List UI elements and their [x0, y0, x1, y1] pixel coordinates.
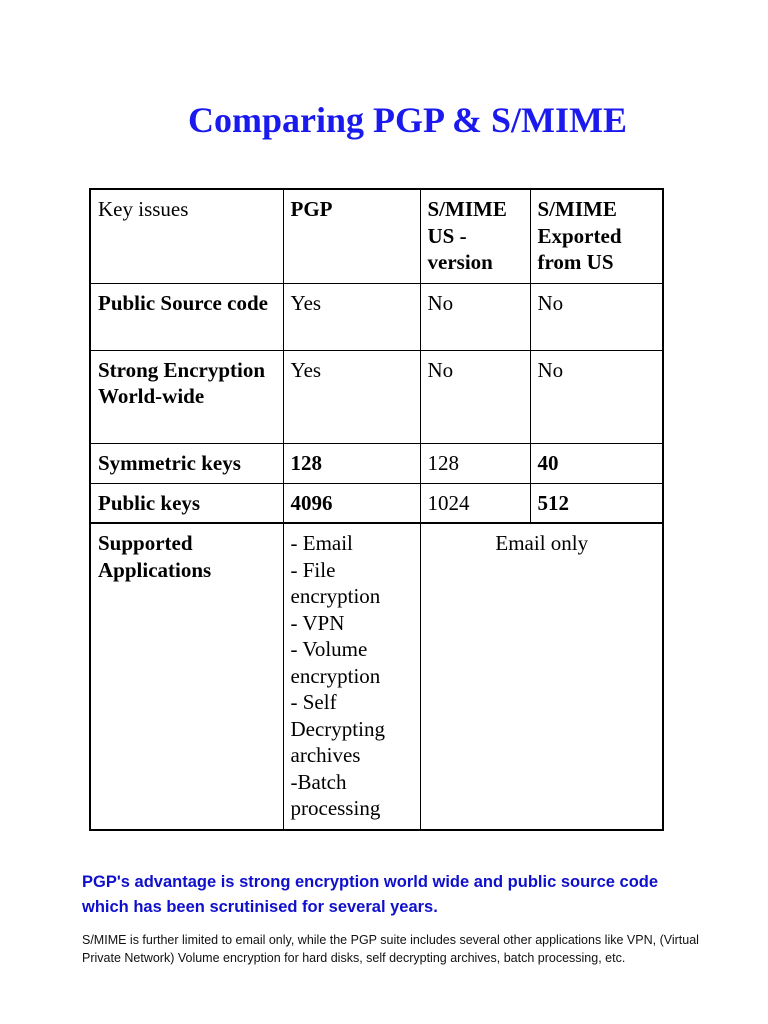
row-smime-us: 128 [420, 443, 530, 483]
table-row [90, 443, 663, 483]
advantage-summary: PGP's advantage is strong encryption world wide and public source code which has been scrutinised for several years. [82, 873, 659, 916]
comparison-table [89, 188, 664, 831]
row-smime-us: No [420, 350, 530, 443]
row-smime-us: 1024 [420, 483, 530, 523]
table-row-applications [90, 523, 663, 830]
header-pgp: PGP [283, 189, 420, 283]
row-issue: Symmetric keys [90, 443, 283, 483]
smime-applications: Email only [420, 523, 663, 830]
row-smime-export: No [530, 350, 663, 443]
table-row [90, 350, 663, 443]
row-pgp: Yes [283, 350, 420, 443]
row-smime-us: No [420, 283, 530, 350]
row-issue: Public Source code [90, 283, 283, 350]
application-item: -Batch processing [290, 769, 381, 820]
header-smime-us: S/MIME US - version [420, 189, 530, 283]
application-item: - Volume encryption [290, 637, 381, 688]
row-smime-export: 40 [530, 443, 663, 483]
row-issue: Strong Encryption World-wide [90, 350, 283, 443]
row-pgp: Yes [283, 283, 420, 350]
header-smime-export: S/MIME Exported from US [530, 189, 663, 283]
row-pgp: 128 [283, 443, 420, 483]
row-smime-export: 512 [530, 483, 663, 523]
table-row [90, 283, 663, 350]
row-issue: Public keys [90, 483, 283, 523]
application-item: - VPN [290, 610, 345, 635]
row-smime-export: No [530, 283, 663, 350]
application-item: - Self Decrypting archives [290, 690, 385, 767]
row-pgp: 4096 [283, 483, 420, 523]
table-row [90, 483, 663, 523]
footnote-text: S/MIME is further limited to email only, while the PGP suite includes several other applications like VPN, (Virtual Private Network) Volume encryption for hard disks, self decrypting archives, batch processing, etc. [82, 933, 699, 965]
header-key-issues: Key issues [90, 189, 283, 283]
table-header-row [90, 189, 663, 283]
page-title: Comparing PGP & S/MIME [188, 100, 627, 140]
pgp-applications-list [283, 523, 420, 830]
row-issue: Supported Applications [90, 523, 283, 830]
application-item: - Email [290, 531, 353, 555]
application-item: - File encryption [290, 557, 381, 608]
